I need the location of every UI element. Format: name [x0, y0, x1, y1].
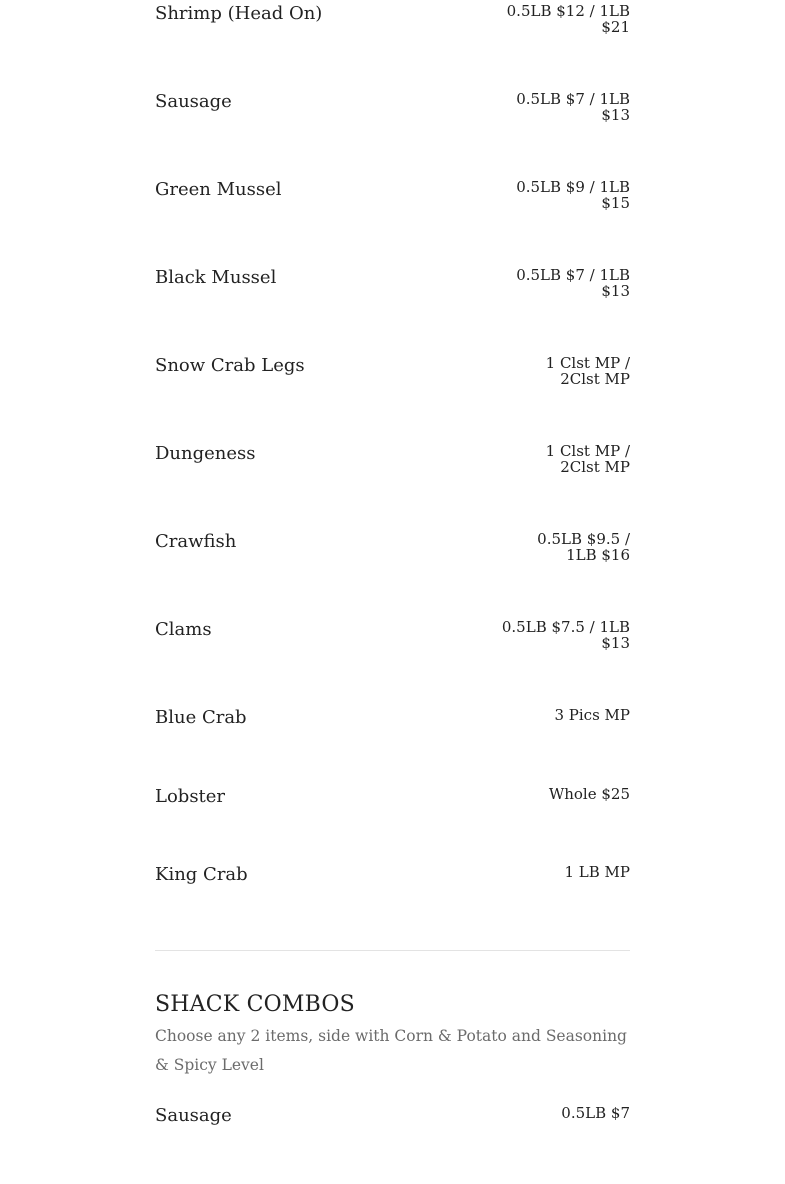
item-price-line2: 2Clst MP	[560, 458, 630, 476]
item-price-line1: 3 Pics MP	[554, 706, 630, 724]
item-name: Blue Crab	[155, 707, 247, 728]
item-name: Green Mussel	[155, 179, 282, 200]
item-price-line2: $13	[601, 106, 630, 124]
item-name: Lobster	[155, 786, 226, 807]
item-name: Sausage	[155, 91, 232, 112]
item-price-line1: Whole $25	[548, 785, 630, 803]
item-price-line1: 0.5LB $7 / 1LB	[516, 90, 630, 108]
item-price-line2: 2Clst MP	[560, 370, 630, 388]
item-name: Snow Crab Legs	[155, 355, 305, 376]
item-price-line1: 0.5LB $12 / 1LB	[506, 2, 630, 20]
item-price	[500, 786, 630, 802]
item-price	[500, 619, 630, 651]
item-price	[500, 355, 630, 387]
item-price-line1: 1 LB MP	[564, 863, 630, 881]
item-name: Crawfish	[155, 531, 237, 552]
item-price	[500, 91, 630, 123]
item-price	[500, 3, 630, 35]
item-price-line2: $13	[601, 282, 630, 300]
section-title: SHACK COMBOS	[155, 992, 355, 1017]
item-price	[500, 443, 630, 475]
item-price-line1: 0.5LB $9 / 1LB	[516, 178, 630, 196]
item-price	[500, 707, 630, 723]
item-price-line2: $21	[601, 18, 630, 36]
item-name: Clams	[155, 619, 212, 640]
item-price	[500, 531, 630, 563]
item-price-line1: 1 Clst MP /	[545, 442, 630, 460]
item-price	[500, 1105, 630, 1121]
item-price-line1: 1 Clst MP /	[545, 354, 630, 372]
item-price	[500, 267, 630, 299]
item-name: King Crab	[155, 864, 248, 885]
item-name: Sausage	[155, 1105, 232, 1126]
section-description: Choose any 2 items, side with Corn & Potato and Seasoning & Spicy Level	[155, 1027, 627, 1074]
item-name: Black Mussel	[155, 267, 277, 288]
item-price-line1: 0.5LB $9.5 /	[537, 530, 630, 548]
item-name: Shrimp (Head On)	[155, 3, 323, 24]
item-price-line1: 0.5LB $7.5 / 1LB	[501, 618, 630, 636]
item-price-line1: 0.5LB $7 / 1LB	[516, 266, 630, 284]
item-price-line1: 0.5LB $7	[561, 1104, 630, 1122]
item-price	[500, 864, 630, 880]
item-name: Dungeness	[155, 443, 256, 464]
item-price-line2: $15	[601, 194, 630, 212]
item-price-line2: $13	[601, 634, 630, 652]
item-price	[500, 179, 630, 211]
item-price-line2: 1LB $16	[566, 546, 630, 564]
section-divider	[155, 950, 630, 951]
